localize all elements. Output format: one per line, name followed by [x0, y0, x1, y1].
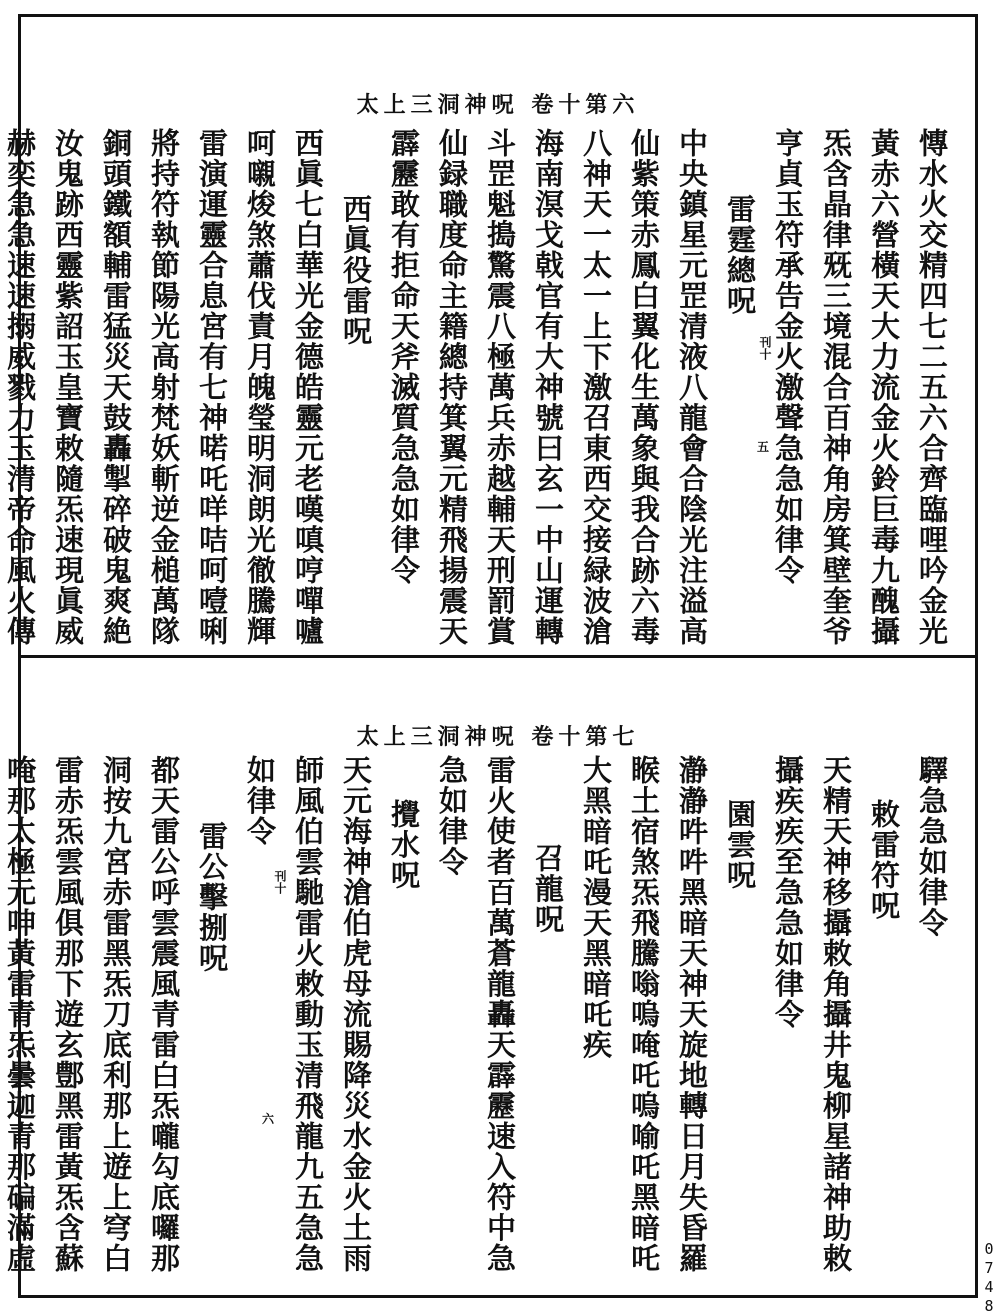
text-column: 慱水火交精四七二五六合齊臨哩吟金光: [915, 128, 949, 647]
text-column: 海南溟戈戟官有大神號曰玄一中山運轉: [531, 128, 565, 647]
text-column: 攝疾疾至急急如律令: [771, 755, 805, 1030]
text-column: 雷赤炁雲風俱那下遊玄鄷黑雷黃炁含蘇: [51, 755, 85, 1274]
section-title: 召龍呪: [531, 843, 565, 935]
text-column: 赫奕急急速速搦威戮力玉清帝命風火傳: [3, 128, 37, 647]
panel-divider: [18, 655, 978, 658]
text-column: 雷火使者百萬蒼龍轟天霹靂速入符中急: [483, 755, 517, 1274]
upper-note-b: 五: [757, 440, 770, 454]
text-column: 亨貞玉符承告金火激聲急急如律令: [771, 128, 805, 586]
section-title: 西眞役雷呪: [339, 194, 373, 347]
text-column: 呵嚫焌煞蕭伐責月魄瑩明洞朗光徹騰輝: [243, 128, 277, 647]
text-column: 炁含晶律兓三境混合百神角房箕壁奎爷: [819, 128, 853, 647]
text-column: 瀞瀞吽吽黑暗天神天旋地轉日月失昏羅: [675, 755, 709, 1274]
text-column: 天元海神滄伯虎母流賜降災水金火土雨: [339, 755, 373, 1274]
text-column: 急如律令: [435, 755, 469, 877]
section-title: 敕雷符呪: [867, 799, 901, 921]
lower-note-b: 六: [262, 1112, 275, 1126]
upper-note-a: 刊十: [758, 336, 772, 360]
text-column: 將持符執節陽光高射梵妖斬逆金槌萬隊: [147, 128, 181, 647]
text-column: 唵那太極元呻黃雷青炁曇迦青那碥滿虛: [3, 755, 37, 1274]
lower-running-head: 太上三洞神呪 卷十第七: [356, 724, 640, 750]
text-column: 雷演運靈合息宮有七神喏吒咩咭呵噎唎: [195, 128, 229, 647]
lower-panel: [3, 660, 974, 1294]
text-column: 天精天神移攝敕角攝井鬼柳星諸神助敕: [819, 755, 853, 1274]
upper-text-columns: [0, 128, 954, 648]
text-column: 西眞七白華光金德皓靈元老嘆嗔哼嘽嚧: [291, 128, 325, 647]
text-column: 仙録職度命主籍總持箕翼元精飛揚震天: [435, 128, 469, 647]
text-column: 如律令: [243, 755, 277, 847]
section-title: 雷公擊捌呪: [195, 821, 229, 974]
section-title: 園雲呪: [723, 799, 757, 891]
text-column: 大黑暗吒漫天黑暗吒疾: [579, 755, 613, 1060]
text-column: 斗罡魁搗驚震八極萬兵赤越輔天刑罰賞: [483, 128, 517, 647]
lower-text-columns: [0, 755, 954, 1275]
text-column: 睺土宿煞炁飛騰嗡嗚唵吒嗚喻吒黑暗吒: [627, 755, 661, 1274]
text-column: 師風伯雲馳雷火敕動玉清飛龍九五急急: [291, 755, 325, 1274]
text-column: 仙紫策赤鳳白翼化生萬象與我合跡六毒: [627, 128, 661, 647]
upper-panel: [3, 18, 974, 652]
text-column: 都天雷公呼雲震風青雷白炁嚨勾底囉那: [147, 755, 181, 1274]
text-column: 驛急急如律令: [915, 755, 949, 938]
text-column: 八神天一太一上下激召東西交接緑波滄: [579, 128, 613, 647]
page-number: 0748: [980, 1240, 998, 1316]
text-column: 銅頭鐵額輔雷猛災天鼓轟掣碎破鬼爽絶: [99, 128, 133, 647]
text-column: 洞按九宮赤雷黑炁刀底利那上遊上穹白: [99, 755, 133, 1274]
text-column: 霹靂敢有拒命天斧滅質急急如律令: [387, 128, 421, 586]
upper-running-head: 太上三洞神呪 卷十第六: [356, 92, 640, 118]
text-column: 黃赤六營橫天大力流金火鈴巨毒九醜攝: [867, 128, 901, 647]
section-title: 雷霆總呪: [723, 194, 757, 316]
text-column: 汝鬼跡西靈紫詔玉皇寶敕隨炁速現眞威: [51, 128, 85, 647]
text-column: 中央鎮星元罡清液八龍會合陰光注溢高: [675, 128, 709, 647]
lower-note-a: 刊十: [273, 870, 287, 894]
section-title: 攪水呪: [387, 799, 421, 891]
